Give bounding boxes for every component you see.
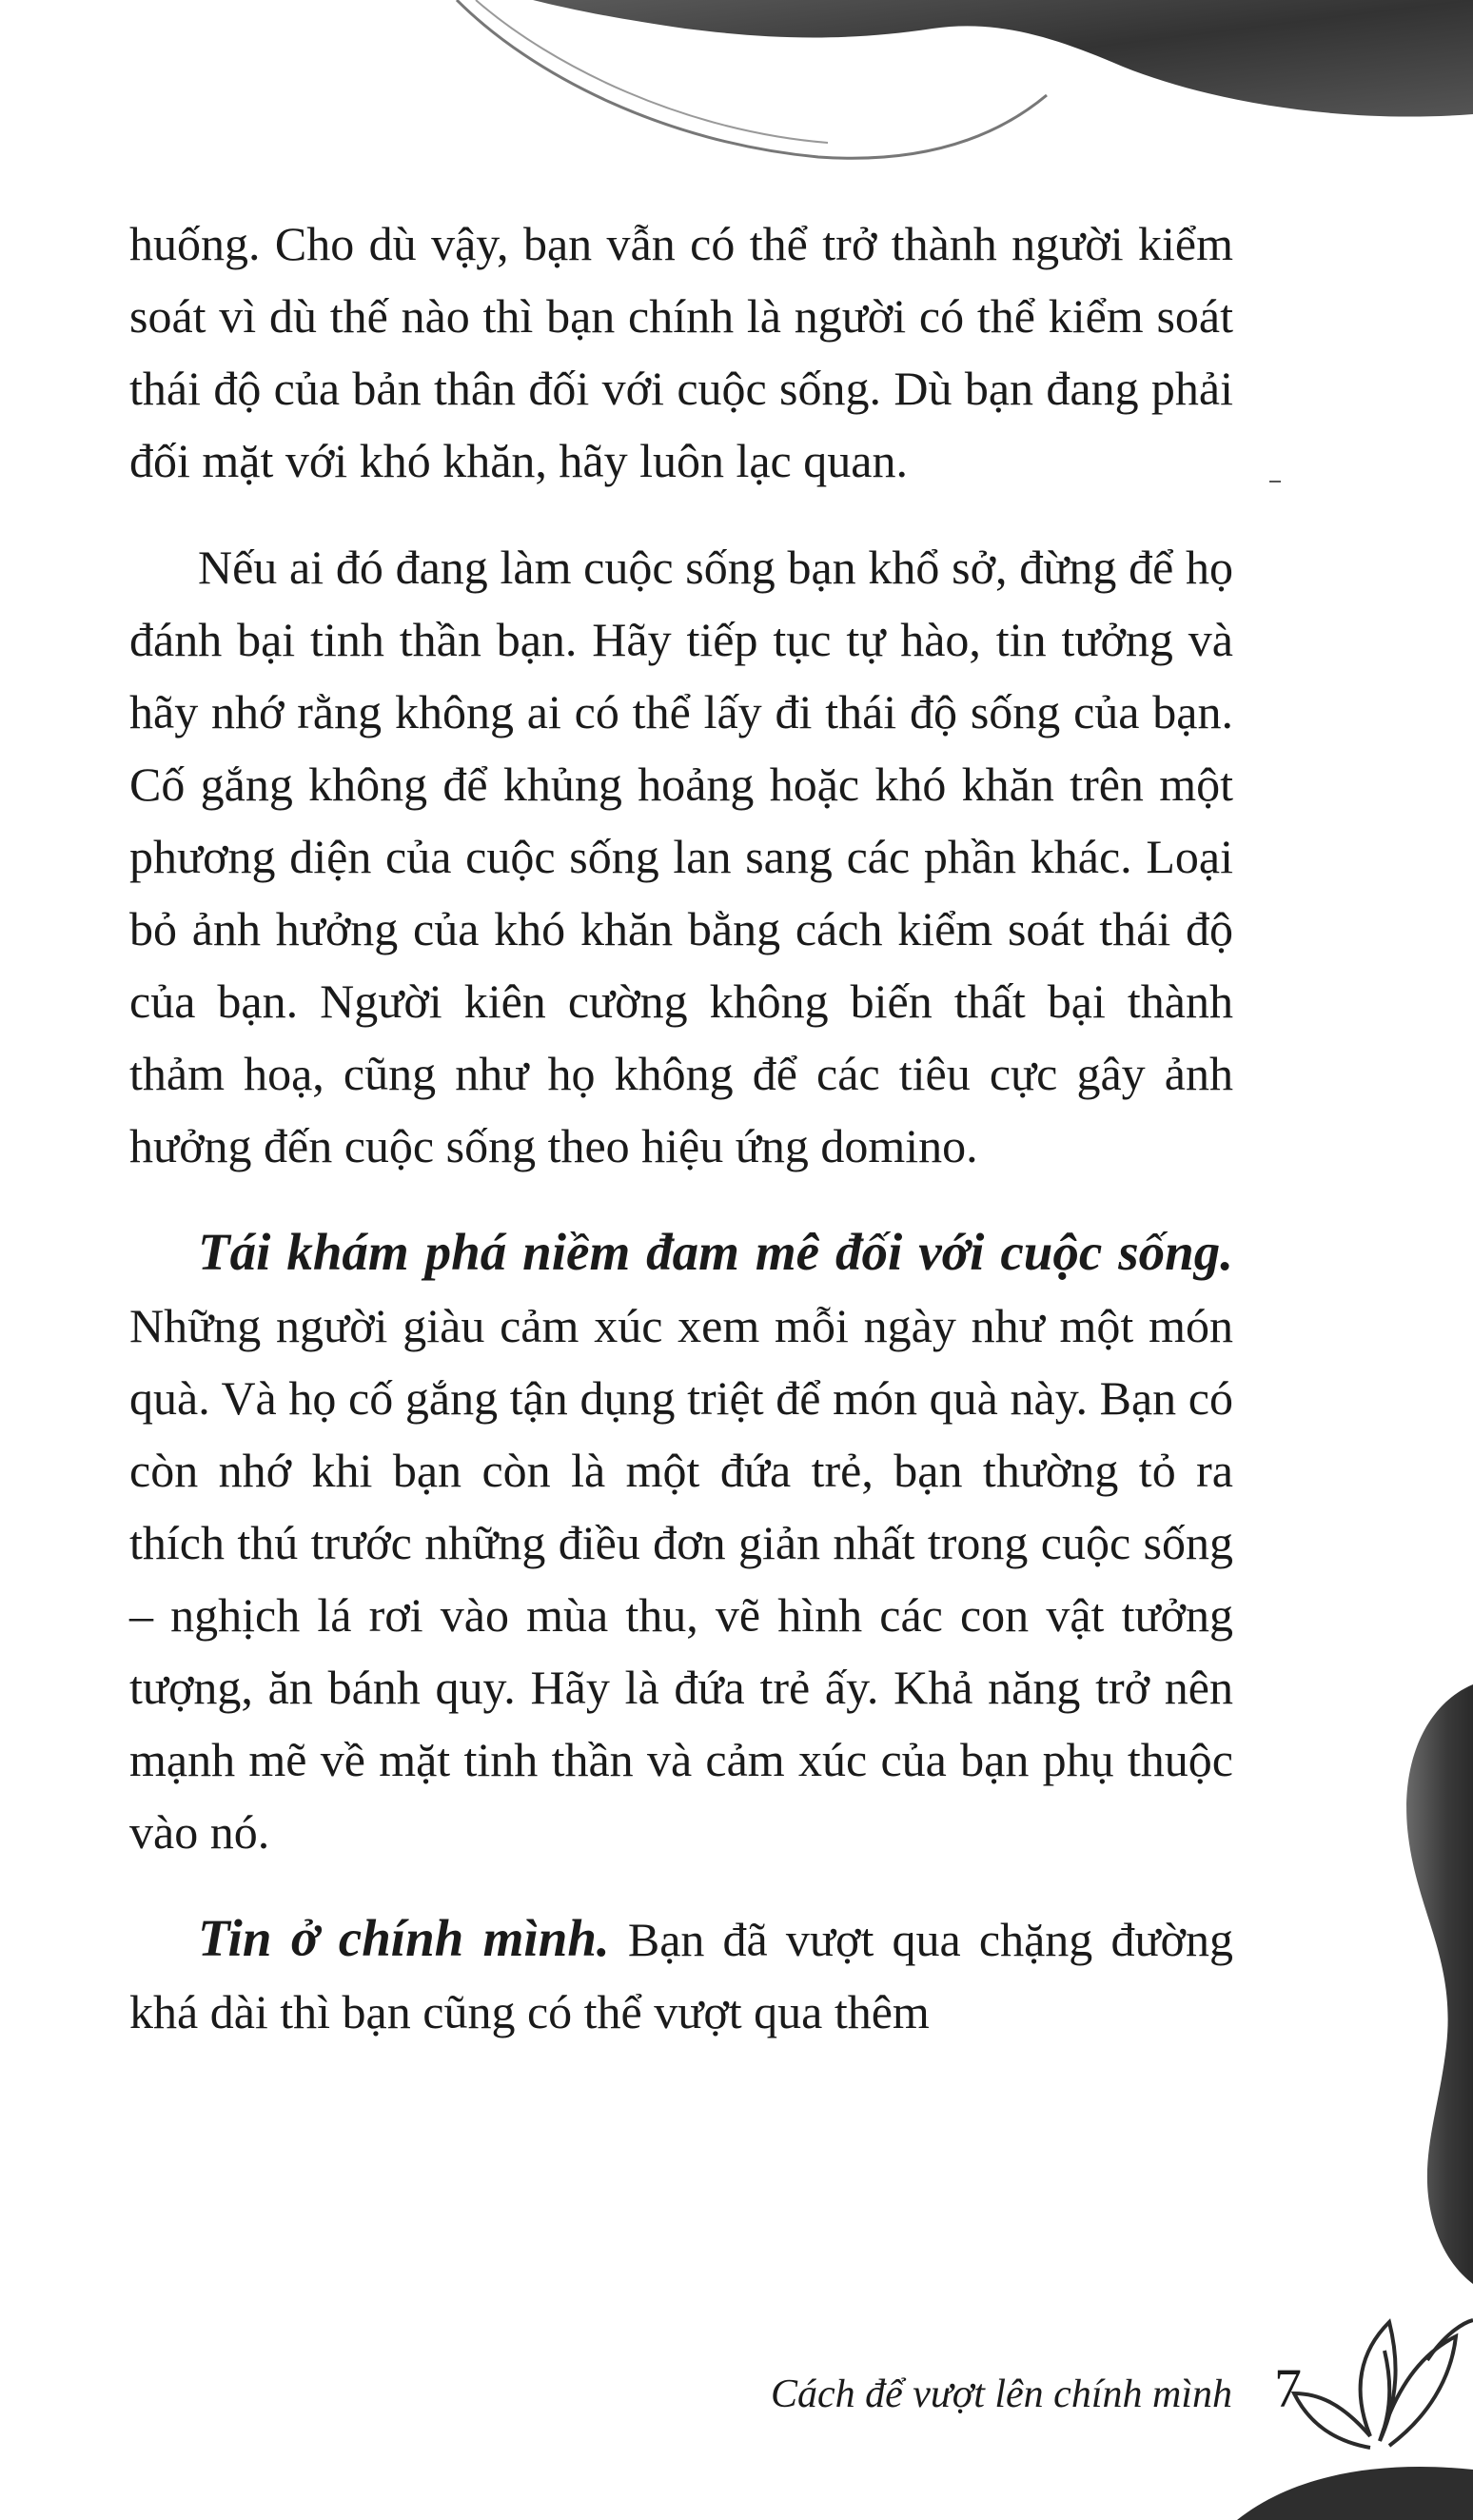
paragraph-text: Những người giàu cảm xúc xem mỗi ngày như một món quà. Và họ cố gắng tận dụng triệt để món quà này. Bạn có còn nhớ khi bạn còn là một đứa trẻ, bạn thường tỏ ra thích thú trước những điều đơn giản nhất trong cuộc sống – nghịch lá rơi vào mùa thu, vẽ hình các con vật tưởng tượng, ăn bánh quy. Hãy là đứa trẻ ấy. Khả năng trở nên mạnh mẽ về mặt tinh thần và cảm xúc của bạn phụ thuộc vào nó. [129,1299,1233,1859]
right-ink-blob-icon [1406,1684,1473,2284]
paragraph: huống. Cho dù vậy, bạn vẫn có thể trở thành người kiểm soát vì dù thế nào thì bạn chính là người có thể kiểm soát thái độ của bản thân đối với cuộc sống. Dù bạn đang phải đối mặt với khó khăn, hãy luôn lạc quan. [129,217,1233,487]
top-ink-blob-icon [457,0,1473,158]
lotus-flower-icon [1237,2320,1473,2520]
paragraph-text: Bạn đã vượt qua chặng đường khá dài thì bạn cũng có thể vượt qua thêm [129,1913,1233,2038]
section-lead: Tin ở chính mình. [198,1909,610,1967]
paragraph [129,1902,1233,2048]
body-text [129,207,1233,2048]
section-lead: Tái khám phá niềm đam mê đối với cuộc sống. [198,1223,1233,1281]
page-footer [771,2356,1302,2420]
running-title: Cách để vượt lên chính mình [770,2372,1232,2416]
paragraph: Nếu ai đó đang làm cuộc sống bạn khổ sở, đừng để họ đánh bại tinh thần bạn. Hãy tiếp tục tự hào, tin tưởng và hãy nhớ rằng không ai có thể lấy đi thái độ sống của bạn. Cố gắng không để khủng hoảng hoặc khó khăn trên một phương diện của cuộc sống lan sang các phần khác. Loại bỏ ảnh hưởng của khó khăn bằng cách kiểm soát thái độ của bạn. Người kiên cường không biến thất bại thành thảm hoạ, cũng như họ không để các tiêu cực gây ảnh hưởng đến cuộc sống theo hiệu ứng domino. [129,541,1233,1172]
paragraph [129,1216,1233,1868]
page-number: 7 [1274,2357,1302,2419]
